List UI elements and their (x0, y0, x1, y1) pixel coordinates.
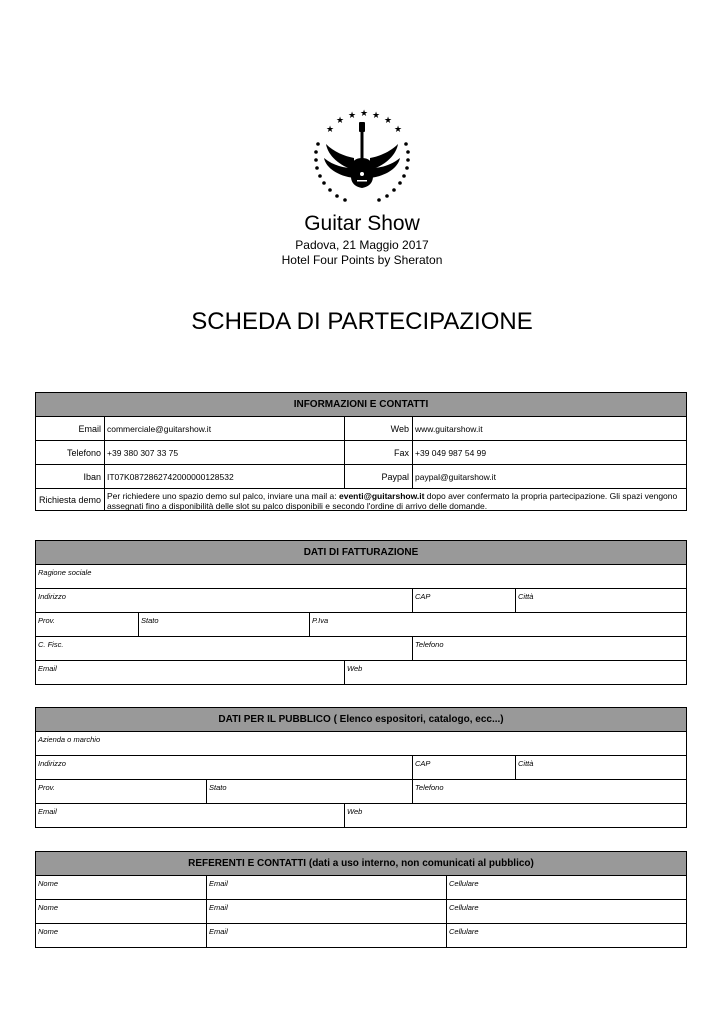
billing-cap-field[interactable] (413, 589, 516, 613)
public-email-field[interactable] (36, 804, 345, 827)
demo-label: Richiesta demo (36, 489, 105, 510)
public-section-title: DATI PER IL PUBBLICO ( Elenco espositori, catalogo, ecc...) (36, 708, 686, 732)
contact-cellulare-field[interactable] (447, 924, 686, 947)
email-label: Email (209, 927, 228, 936)
public-stato-field[interactable] (207, 780, 413, 804)
contact-email-field[interactable] (207, 900, 447, 924)
public-indirizzo-field[interactable] (36, 756, 413, 780)
web-label: Web (345, 417, 413, 441)
contact-email-field[interactable] (207, 876, 447, 900)
email-label: Email (36, 417, 105, 441)
svg-text:★: ★ (336, 115, 345, 125)
info-section (35, 392, 687, 511)
paypal-value: paypal@guitarshow.it (413, 465, 686, 489)
demo-note (105, 489, 686, 510)
info-section-title: INFORMAZIONI E CONTATTI (36, 393, 686, 417)
public-section (35, 707, 687, 828)
cellulare-label: Cellulare (449, 903, 479, 912)
billing-telefono-field[interactable] (413, 637, 686, 661)
billing-section-title: DATI DI FATTURAZIONE (36, 541, 686, 565)
contacts-section (35, 851, 687, 948)
web-value: www.guitarshow.it (413, 417, 686, 441)
guitar-show-logo (310, 108, 414, 208)
billing-indirizzo-field[interactable] (36, 589, 413, 613)
contact-cellulare-field[interactable] (447, 876, 686, 900)
nome-label: Nome (38, 927, 59, 936)
cellulare-label: Cellulare (449, 879, 479, 888)
fax-label: Fax (345, 441, 413, 465)
ragione-sociale-field[interactable] (36, 565, 686, 589)
svg-text:★: ★ (384, 115, 393, 125)
event-name: Guitar Show (304, 212, 420, 235)
iban-value: IT07K0872862742000000128532 (105, 465, 345, 489)
nome-label: Nome (38, 879, 59, 888)
svg-text:★: ★ (360, 108, 369, 118)
piva-label: P.Iva (312, 616, 329, 625)
phone-value: +39 380 307 33 75 (105, 441, 345, 465)
public-telefono-field[interactable] (413, 780, 686, 804)
stato-label: Stato (141, 616, 159, 625)
event-date: Padova, 21 Maggio 2017 (295, 238, 429, 252)
prov-label: Prov. (38, 783, 55, 792)
public-cap-field[interactable] (413, 756, 516, 780)
paypal-label: Paypal (345, 465, 413, 489)
document-title: SCHEDA DI PARTECIPAZIONE (191, 308, 533, 335)
cap-label: CAP (415, 759, 431, 768)
billing-stato-field[interactable] (139, 613, 310, 637)
demo-text-2: dopo aver confermato la propria partecipazione. Gli spazi vengono assegnati fino a disponibilità delle slot su palco disponibili e secondo l'ordine di arrivo delle domande. (107, 491, 678, 510)
billing-prov-field[interactable] (36, 613, 139, 637)
fax-value: +39 049 987 54 99 (413, 441, 686, 465)
event-venue: Hotel Four Points by Sheraton (281, 253, 443, 267)
contact-nome-field[interactable] (36, 876, 207, 900)
iban-label: Iban (36, 465, 105, 489)
email-value: commerciale@guitarshow.it (105, 417, 345, 441)
telefono-label: Telefono (415, 783, 444, 792)
contact-cellulare-field[interactable] (447, 900, 686, 924)
contact-nome-field[interactable] (36, 900, 207, 924)
citta-label: Città (518, 759, 534, 768)
svg-text:★: ★ (372, 110, 381, 120)
telefono-label: Telefono (415, 640, 444, 649)
web-label: Web (347, 664, 363, 673)
ragione-sociale-label: Ragione sociale (38, 568, 92, 577)
public-web-field[interactable] (345, 804, 686, 827)
contact-email-field[interactable] (207, 924, 447, 947)
phone-label: Telefono (36, 441, 105, 465)
public-citta-field[interactable] (516, 756, 686, 780)
demo-text-1: Per richiedere uno spazio demo sul palco, inviare una mail a: (107, 491, 339, 501)
azienda-label: Azienda o marchio (38, 735, 101, 744)
contact-nome-field[interactable] (36, 924, 207, 947)
indirizzo-label: Indirizzo (38, 592, 66, 601)
billing-piva-field[interactable] (310, 613, 686, 637)
demo-email-link[interactable]: eventi@guitarshow.it (339, 491, 425, 501)
svg-text:★: ★ (348, 110, 357, 120)
billing-email-field[interactable] (36, 661, 345, 684)
cfisc-label: C. Fisc. (38, 640, 64, 649)
svg-text:★: ★ (326, 124, 335, 134)
azienda-field[interactable] (36, 732, 686, 756)
billing-web-field[interactable] (345, 661, 686, 684)
public-prov-field[interactable] (36, 780, 207, 804)
cap-label: CAP (415, 592, 431, 601)
stato-label: Stato (209, 783, 227, 792)
svg-text:★: ★ (394, 124, 403, 134)
cellulare-label: Cellulare (449, 927, 479, 936)
billing-cfisc-field[interactable] (36, 637, 413, 661)
email-label: Email (38, 807, 57, 816)
prov-label: Prov. (38, 616, 55, 625)
billing-citta-field[interactable] (516, 589, 686, 613)
billing-section (35, 540, 687, 685)
web-label: Web (347, 807, 363, 816)
email-label: Email (38, 664, 57, 673)
contacts-section-title: REFERENTI E CONTATTI (dati a uso interno, non comunicati al pubblico) (36, 852, 686, 876)
email-label: Email (209, 903, 228, 912)
citta-label: Città (518, 592, 534, 601)
email-label: Email (209, 879, 228, 888)
nome-label: Nome (38, 903, 59, 912)
indirizzo-label: Indirizzo (38, 759, 66, 768)
